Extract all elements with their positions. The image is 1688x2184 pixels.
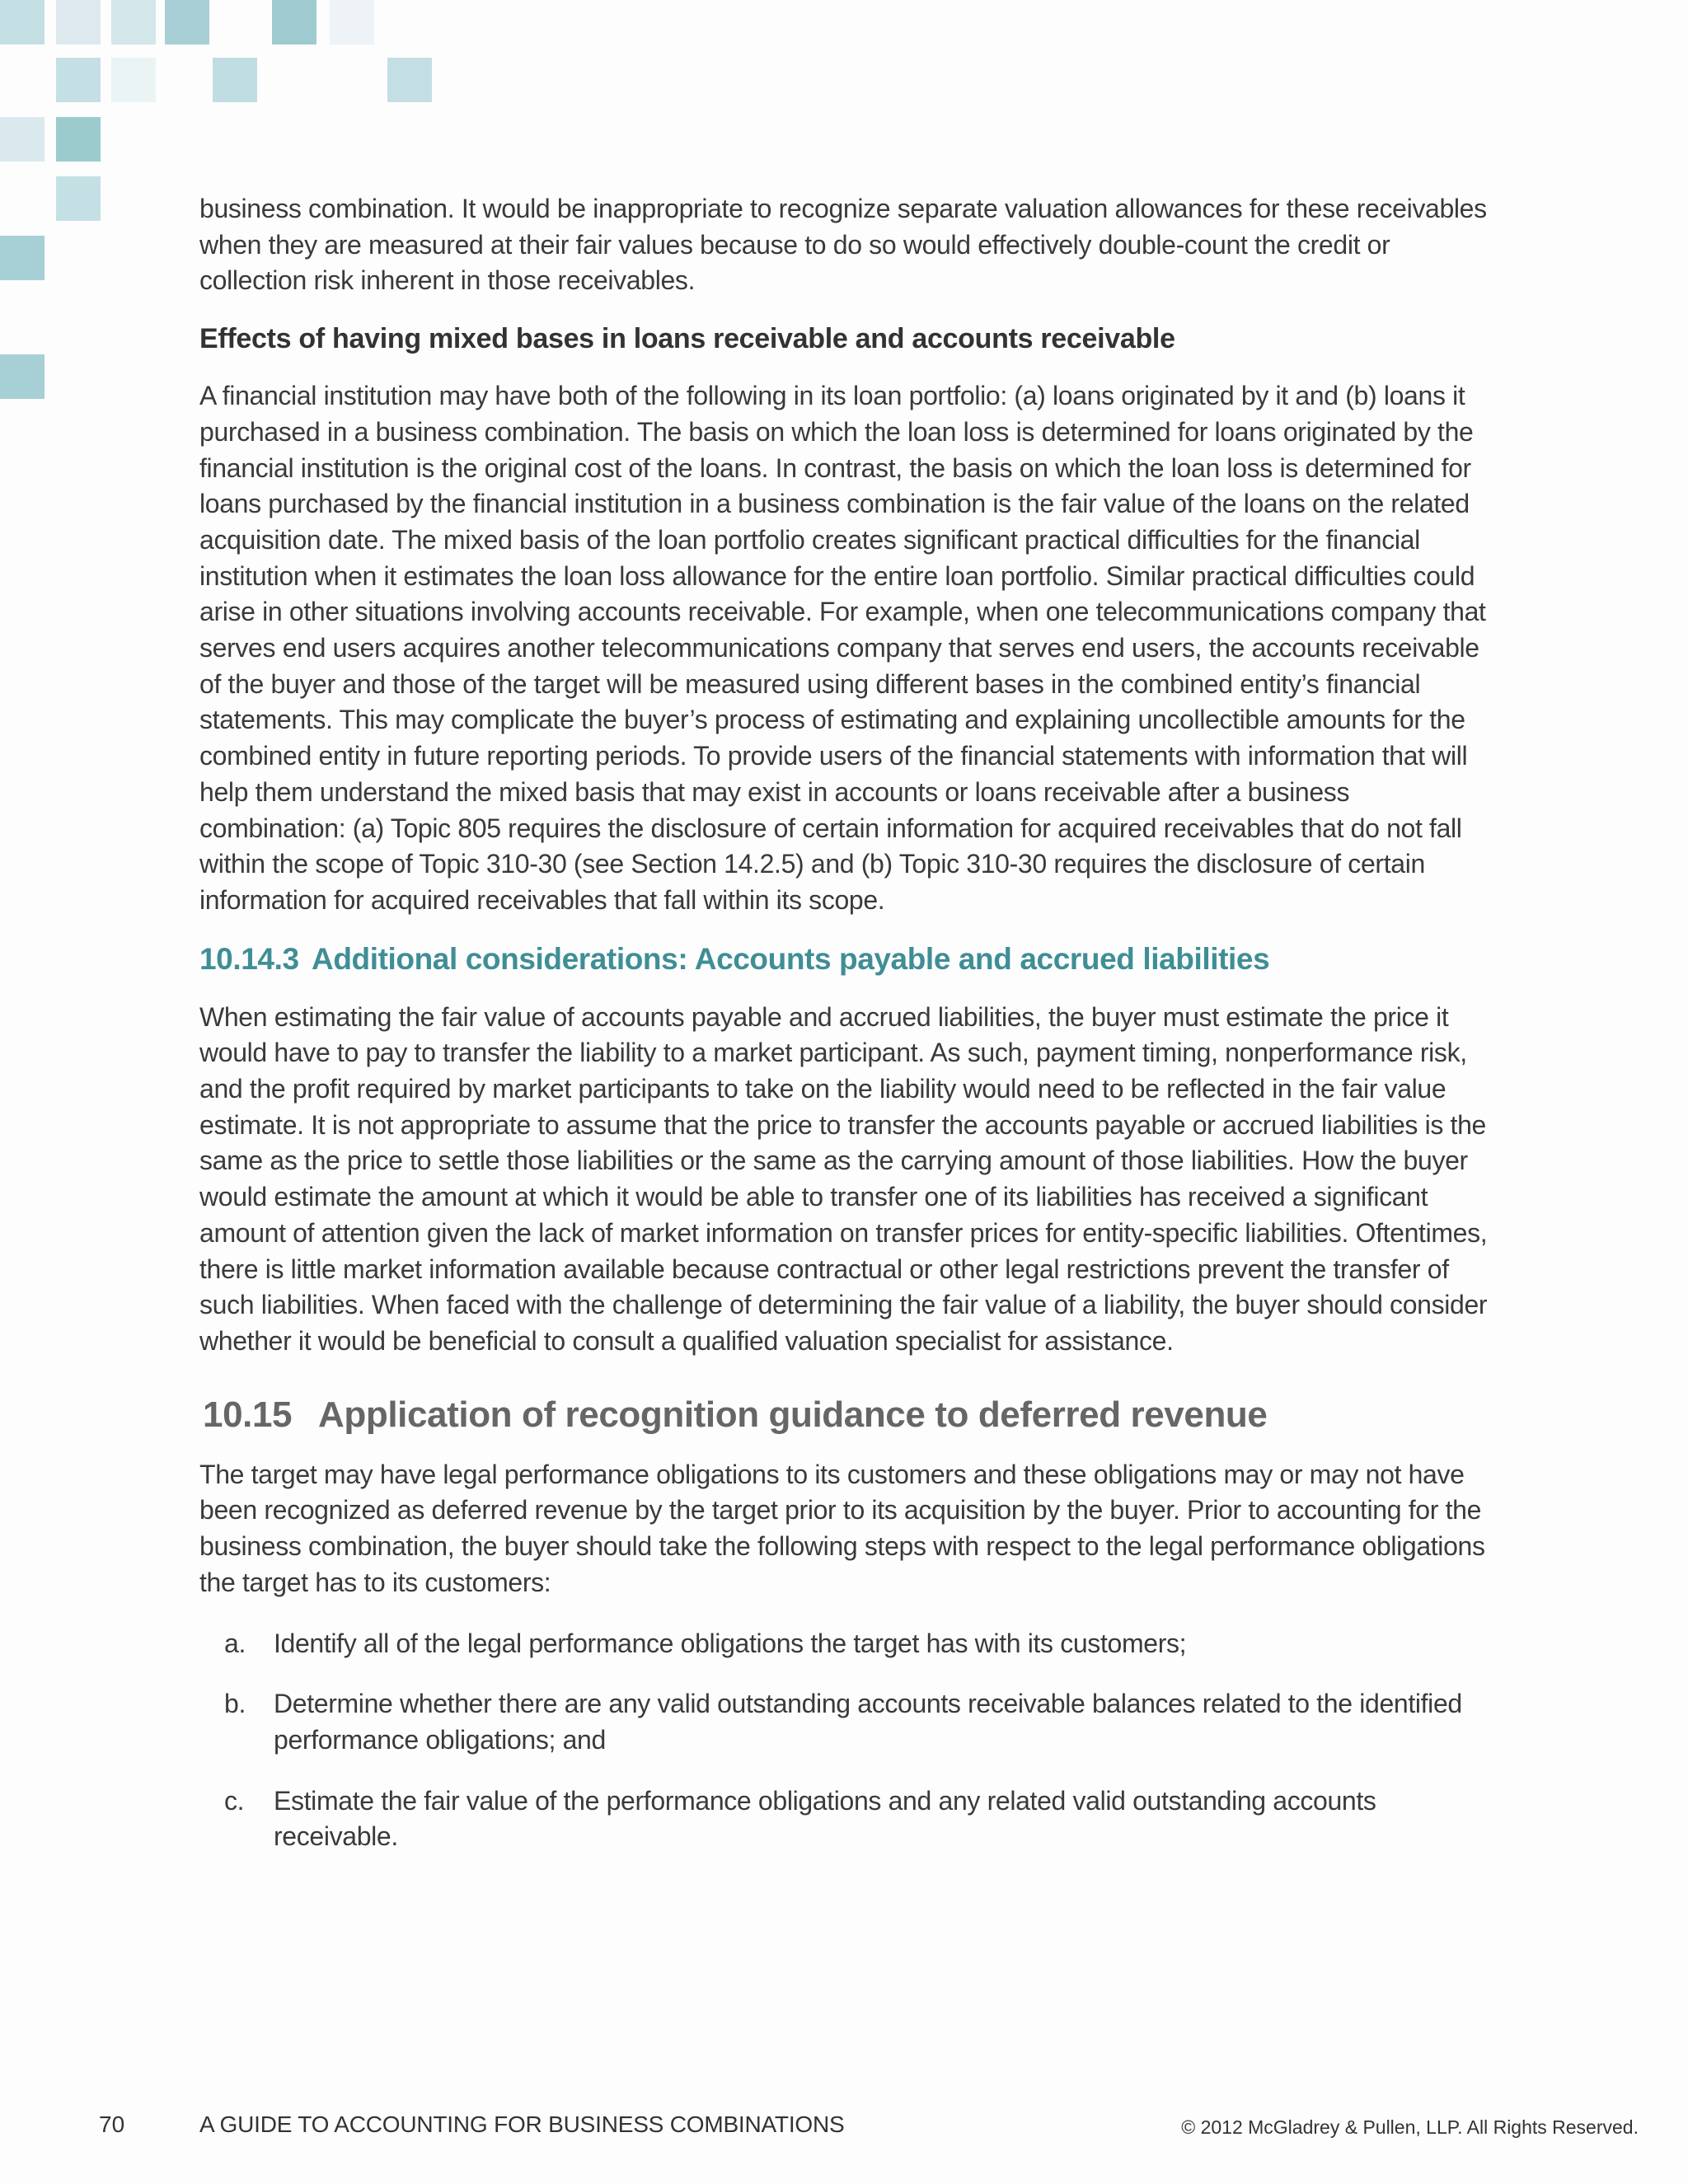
- subheading-mixed-bases: Effects of having mixed bases in loans receivable and accounts receivable: [199, 323, 1175, 355]
- steps-list: [199, 1626, 1502, 1856]
- list-item-text: Identify all of the legal performance obligations the target has with its customers;: [274, 1628, 1187, 1658]
- deco-square: [0, 117, 45, 162]
- section-heading-10-14-3: [199, 939, 1502, 980]
- deco-square: [56, 0, 101, 45]
- guide-title: A GUIDE TO ACCOUNTING FOR BUSINESS COMBINATIONS: [199, 2111, 845, 2137]
- section-heading-10-15: [199, 1391, 1502, 1439]
- deco-square: [56, 176, 101, 221]
- page-number: 70: [99, 2111, 125, 2137]
- list-item: [199, 1783, 1502, 1855]
- section-number: 10.14.3: [199, 941, 299, 976]
- deco-square: [56, 58, 101, 102]
- deco-square: [213, 58, 257, 102]
- mixed-bases-paragraph: A financial institution may have both of the following in its loan portfolio: (a) loans originated by it and (b) loans it purchased in a business combination. The basis on which the loan loss is determined for loans originated by the financial institution is the original cost of the loans. In contrast, the basis on which the loan loss is determined for loans purchased by the financial institution in a business combination is the fair value of the loans on the related acquisition date. The mixed basis of the loan portfolio creates significant practical difficulties for the financial institution when it estimates the loan loss allowance for the entire loan portfolio. Similar practical difficulties could arise in other situations involving accounts receivable. For example, when one telecommunications company that serves end users acquires another telecommunications company that serves end users, the accounts receivable of the buyer and those of the target will be measured using different bases in the combined entity’s financial statements. This may complicate the buyer’s process of estimating and explaining uncollectible amounts for the combined entity in future reporting periods. To provide users of the financial statements with information that will help them understand the mixed basis that may exist in accounts or loans receivable after a business combination: (a) Topic 805 requires the disclosure of certain information for acquired receivables that do not fall within the scope of Topic 310-30 (see Section 14.2.5) and (b) Topic 310-30 requires the disclosure of certain information for acquired receivables that fall within its scope.: [199, 381, 1486, 915]
- copyright-notice: © 2012 McGladrey & Pullen, LLP. All Rights Reserved.: [1181, 2116, 1639, 2138]
- deferred-revenue-intro: The target may have legal performance obligations to its customers and these obligations may or may not have been recognized as deferred revenue by the target prior to its acquisition by the buyer. Prior to accounting for the business combination, the buyer should take the following steps with respect to the legal performance obligations the target has to its customers:: [199, 1459, 1485, 1597]
- deco-square: [272, 0, 316, 45]
- deco-square: [330, 0, 374, 45]
- deco-square: [56, 117, 101, 162]
- list-item: [199, 1626, 1502, 1662]
- list-marker: a.: [224, 1628, 246, 1658]
- section-title: Additional considerations: Accounts payable and accrued liabilities: [312, 941, 1270, 976]
- deco-square: [111, 58, 156, 102]
- deco-square: [387, 58, 432, 102]
- deco-square: [0, 0, 45, 45]
- deco-square: [111, 0, 156, 45]
- section-number: 10.15: [203, 1394, 293, 1435]
- list-item-text: Estimate the fair value of the performance obligations and any related valid outstanding accounts receivable.: [274, 1785, 1376, 1852]
- accounts-payable-paragraph: When estimating the fair value of accounts payable and accrued liabilities, the buyer must estimate the price it would have to pay to transfer the liability to a market participant. As such, payment timing, nonperformance risk, and the profit required by market participants to take on the liability would need to be reflected in the fair value estimate. It is not appropriate to assume that the price to transfer the accounts payable or accrued liabilities is the same as the price to settle those liabilities or the same as the carrying amount of those liabilities. How the buyer would estimate the amount at which it would be able to transfer one of its liabilities has received a significant amount of attention given the lack of market information on transfer prices for entity-specific liabilities. Oftentimes, there is little market information available because contractual or other legal restrictions prevent the transfer of such liabilities. When faced with the challenge of determining the fair value of a liability, the buyer should consider whether it would be beneficial to consult a qualified valuation specialist for assistance.: [199, 1001, 1488, 1356]
- deco-square: [0, 354, 45, 399]
- deco-square: [165, 0, 209, 45]
- list-item: [199, 1686, 1502, 1758]
- deco-square: [0, 236, 45, 280]
- section-title: Application of recognition guidance to deferred revenue: [318, 1394, 1268, 1435]
- list-item-text: Determine whether there are any valid outstanding accounts receivable balances related to the identified performance obligations; and: [274, 1689, 1462, 1755]
- list-marker: b.: [224, 1689, 246, 1719]
- continuation-paragraph: business combination. It would be inappropriate to recognize separate valuation allowances for these receivables when they are measured at their fair values because to do so would effectively double-count the credit or collection risk inherent in those receivables.: [199, 194, 1487, 296]
- page-content: [199, 191, 1502, 1855]
- list-marker: c.: [224, 1785, 245, 1816]
